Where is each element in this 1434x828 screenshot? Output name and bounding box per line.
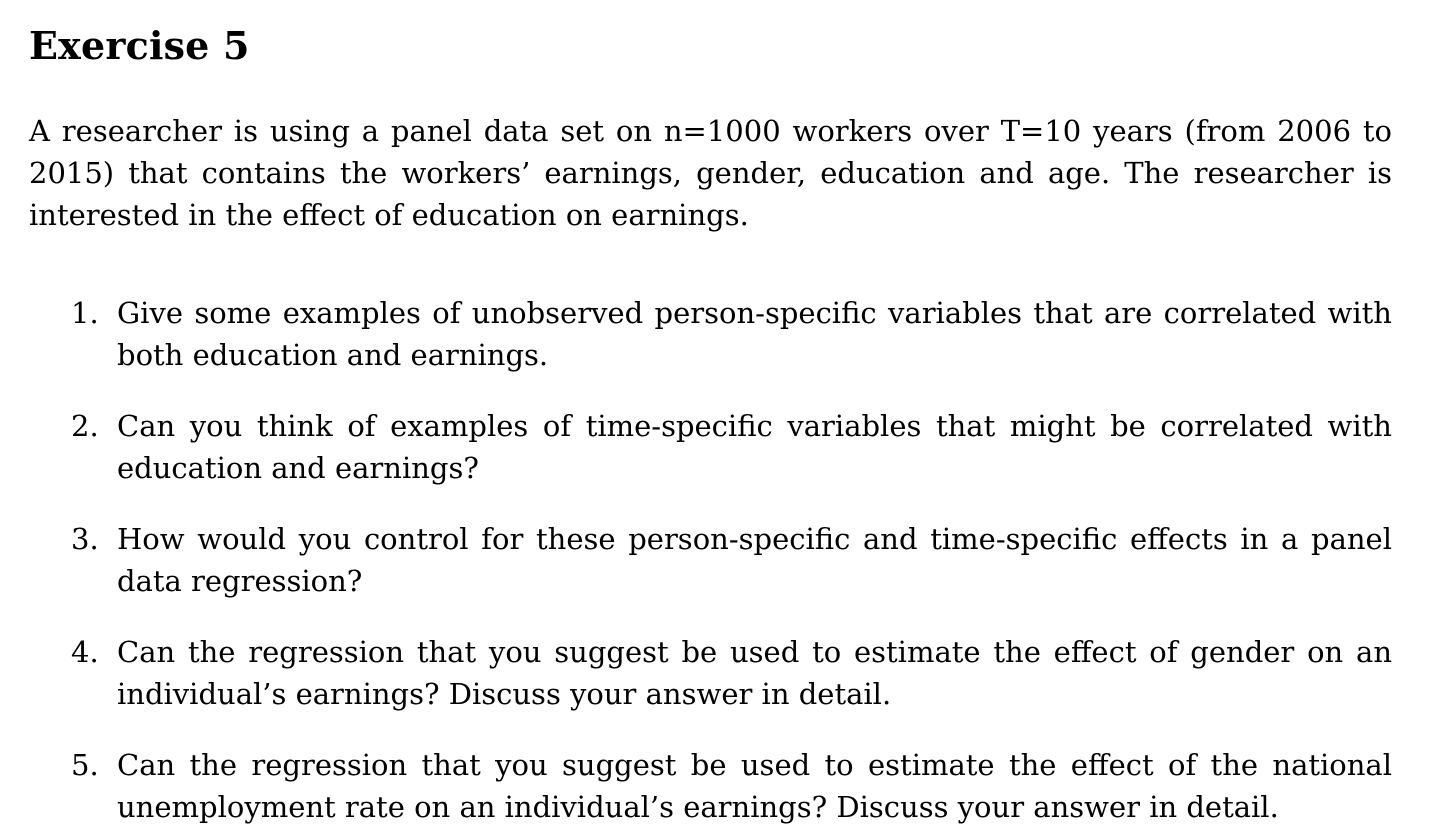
- exercise-intro: A researcher is using a panel data set on n=1000 workers over T=10 years (from 2006 to 2015) that contains the workers’ earnings, gender, education and age. The researcher is interested in the effect of education on earnings.: [29, 114, 1392, 232]
- question-item: [29, 744, 1392, 828]
- exercise-title: Exercise 5: [29, 23, 250, 68]
- question-text: How would you control for these person-specific and time-specific effects in a panel data regression?: [117, 522, 1392, 598]
- question-number: 1.: [71, 296, 99, 330]
- question-item: [29, 631, 1392, 715]
- question-text: Can the regression that you suggest be used to estimate the effect of gender on an individual’s earnings? Discuss your answer in detail.: [117, 635, 1392, 711]
- question-text: Can the regression that you suggest be used to estimate the effect of the national unemployment rate on an individual’s earnings? Discuss your answer in detail.: [117, 748, 1392, 824]
- question-number: 2.: [71, 409, 99, 443]
- question-item: [29, 518, 1392, 602]
- question-number: 4.: [71, 635, 99, 669]
- exercise-document: [29, 22, 1392, 828]
- question-number: 5.: [71, 748, 99, 782]
- question-item: [29, 292, 1392, 376]
- question-list: [29, 292, 1392, 828]
- question-text: Give some examples of unobserved person-specific variables that are correlated with both education and earnings.: [117, 296, 1392, 372]
- question-text: Can you think of examples of time-specific variables that might be correlated with education and earnings?: [117, 409, 1392, 485]
- question-number: 3.: [71, 522, 99, 556]
- question-item: [29, 405, 1392, 489]
